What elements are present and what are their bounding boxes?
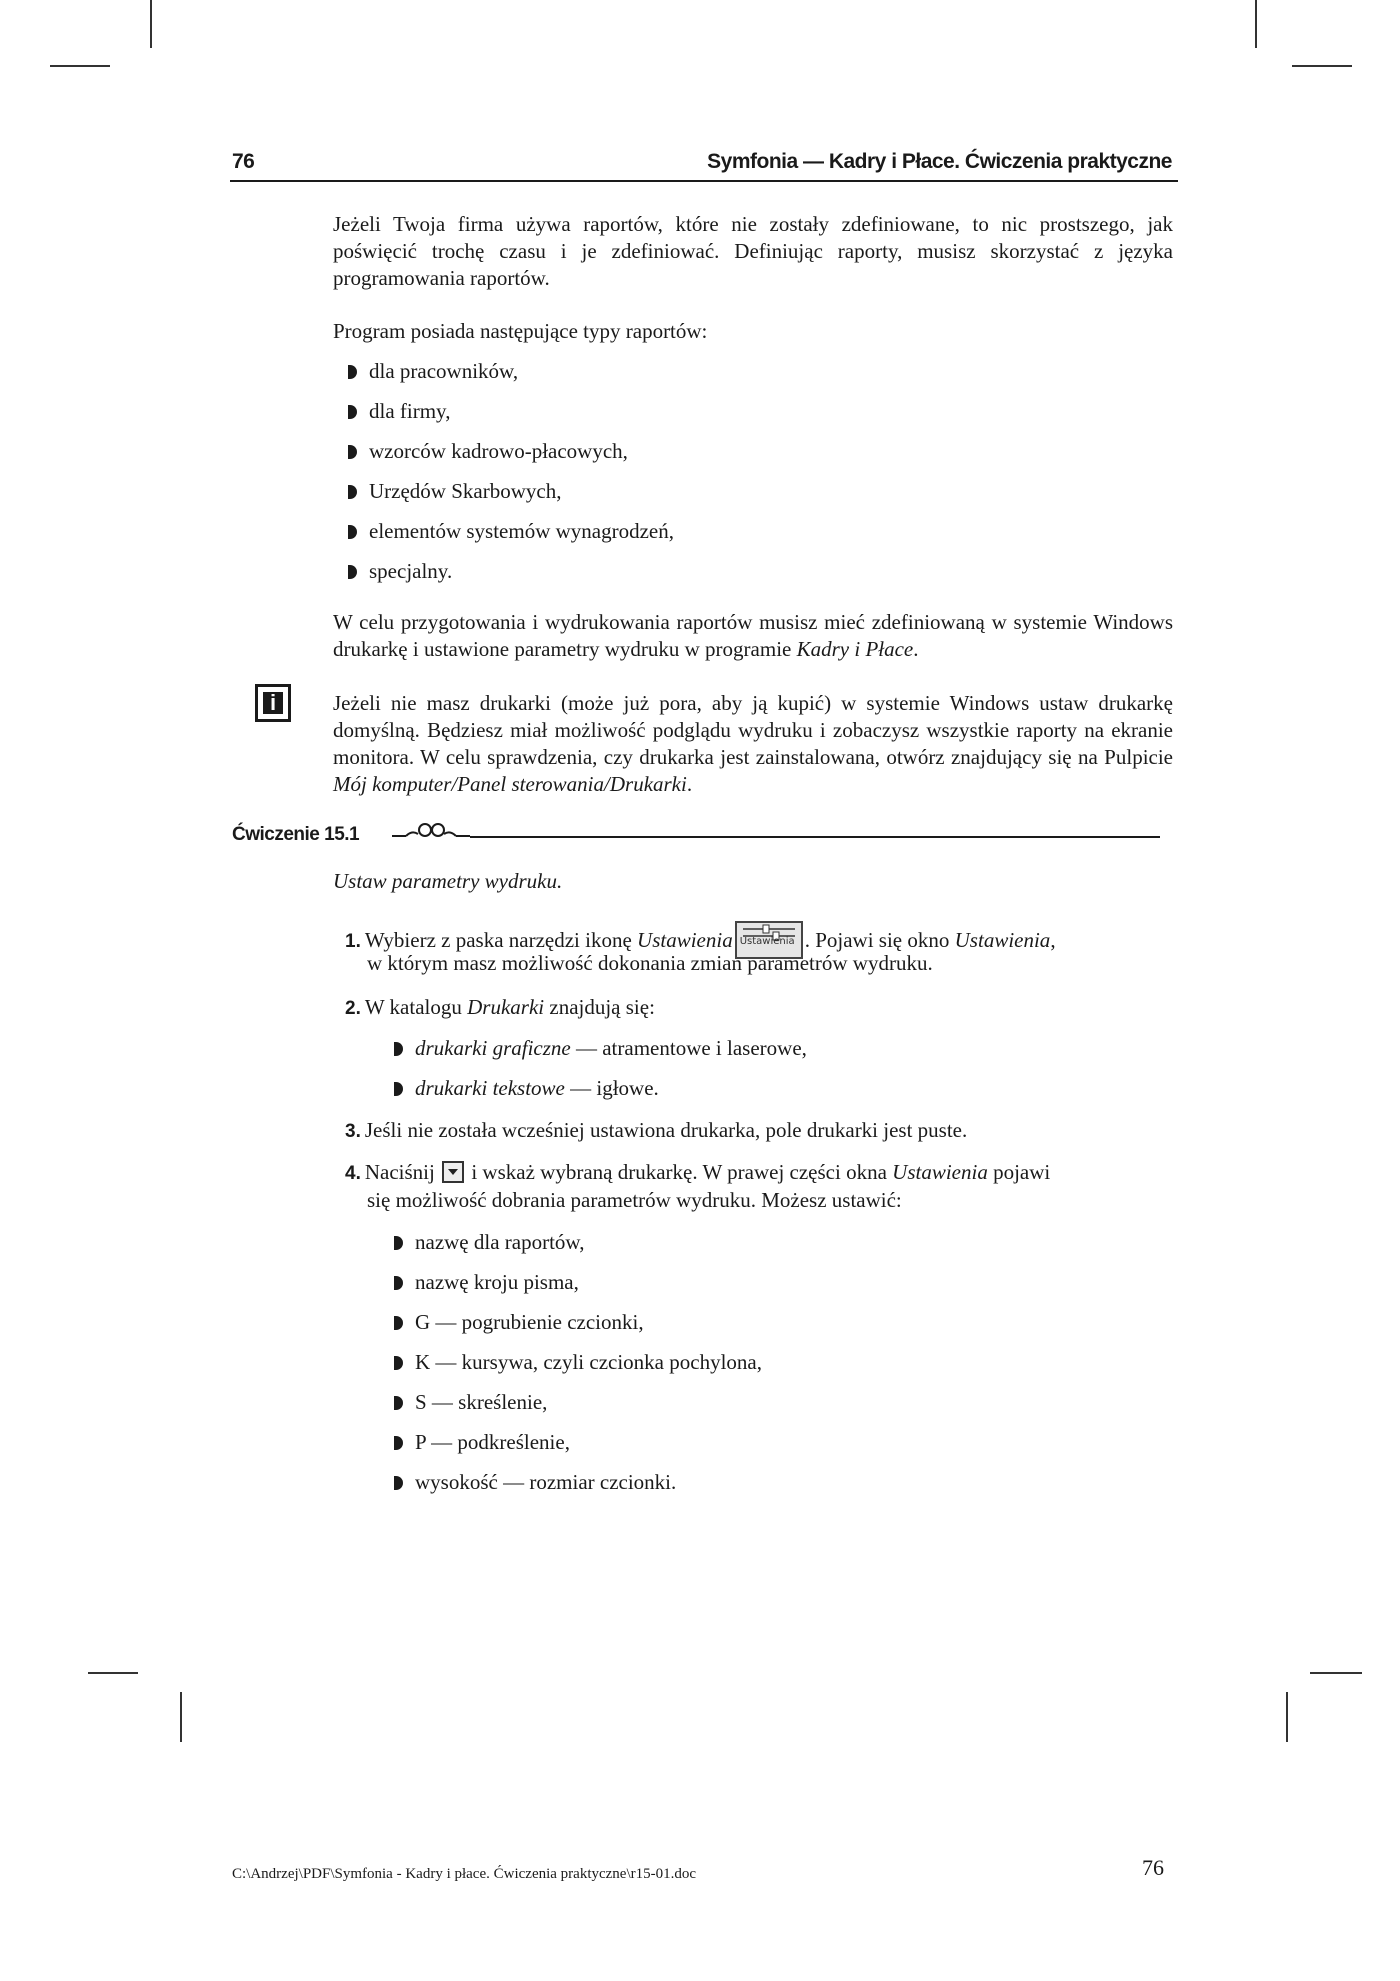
bullet-icon [394, 1276, 403, 1290]
printer-paragraph: W celu przygotowania i wydrukowania raportów musisz mieć zdefiniowaną w systemie Windows drukarkę i ustawione parametry wydruku w programie Kadry i Płace. [333, 610, 1173, 661]
bullet-icon [394, 1236, 403, 1250]
bullet-icon [348, 445, 357, 459]
bullet-icon [348, 485, 357, 499]
intro-paragraph: Jeżeli Twoja firma używa raportów, które nie zostały zdefiniowane, to nic prostszego, jak poświęcić trochę czasu i je zdefiniować. Definiując raporty, musisz skorzystać z języka programowania raportów. [333, 212, 1173, 290]
footer-page-number: 76 [1142, 1855, 1164, 1880]
list-item: wysokość — rozmiar czcionki. [394, 1469, 676, 1496]
list-item: Urzędów Skarbowych, [348, 478, 561, 505]
list-item: nazwę dla raportów, [394, 1229, 584, 1256]
bullet-icon [394, 1476, 403, 1490]
list-item: P — podkreślenie, [394, 1429, 570, 1456]
bullet-icon [348, 365, 357, 379]
bullet-icon [394, 1042, 403, 1056]
step-4-continuation: się możliwość dobrania parametrów wydruku. Możesz ustawić: [367, 1188, 902, 1212]
crop-mark [50, 65, 110, 67]
bullet-icon [394, 1436, 403, 1450]
list-item: wzorców kadrowo-płacowych, [348, 438, 628, 465]
bullet-icon [394, 1356, 403, 1370]
list-item: specjalny. [348, 558, 452, 585]
dropdown-arrow-icon [442, 1161, 464, 1183]
list-item: dla firmy, [348, 398, 450, 425]
list-item: drukarki graficzne — atramentowe i laserowe, [394, 1035, 807, 1062]
bullet-icon [394, 1082, 403, 1096]
step-1-continuation: w którym masz możliwość dokonania zmian parametrów wydruku. [367, 951, 933, 975]
list-item: elementów systemów wynagrodzeń, [348, 518, 674, 545]
list-item: G — pogrubienie czcionki, [394, 1309, 644, 1336]
crop-mark [180, 1692, 182, 1742]
crop-mark [1310, 1672, 1362, 1674]
crop-mark [1292, 65, 1352, 67]
bullet-icon [348, 525, 357, 539]
running-header-title: Symfonia — Kadry i Płace. Ćwiczenia praktyczne [707, 150, 1172, 173]
settings-toolbar-icon: Ustawienia [735, 921, 803, 959]
bullet-icon [348, 405, 357, 419]
bullet-icon [348, 565, 357, 579]
list-item: S — skreślenie, [394, 1389, 547, 1416]
bullet-icon [394, 1316, 403, 1330]
step-2: 2. W katalogu Drukarki znajdują się: [345, 995, 655, 1019]
step-4: 4. Naciśnij i wskaż wybraną drukarkę. W prawej części okna Ustawienia pojawi [345, 1160, 1051, 1184]
ornament-icon [392, 818, 470, 846]
step-3: 3. Jeśli nie została wcześniej ustawiona drukarka, pole drukarki jest puste. [345, 1118, 968, 1142]
list-item: nazwę kroju pisma, [394, 1269, 579, 1296]
bullet-icon [394, 1396, 403, 1410]
exercise-rule [470, 836, 1160, 838]
exercise-label: Ćwiczenie 15.1 [232, 824, 360, 845]
footer-file-path: C:\Andrzej\PDF\Symfonia - Kadry i płace. Ćwiczenia praktyczne\r15-01.doc [232, 1866, 697, 1882]
running-header-page-number: 76 [232, 150, 255, 173]
info-note: Jeżeli nie masz drukarki (może już pora, aby ją kupić) w systemie Windows ustaw drukarkę domyślną. Będziesz miał możliwość podglądu wydruku i zobaczysz wszystkie raporty na ekranie monitora. W celu sprawdzenia, czy drukarka jest zainstalowana, otwórz znajdujący się na Pulpicie Mój komputer/Panel sterowania/Drukarki. [333, 691, 1173, 796]
list-item: K — kursywa, czyli czcionka pochylona, [394, 1349, 762, 1376]
crop-mark [150, 0, 152, 48]
exercise-title: Ustaw parametry wydruku. [333, 869, 563, 893]
info-icon: i [255, 684, 291, 722]
report-types-intro: Program posiada następujące typy raportów: [333, 319, 708, 343]
step-1: 1. Wybierz z paska narzędzi ikonę Ustawienia Ustawienia . Pojawi się okno Ustawienia, [345, 921, 1056, 959]
list-item: dla pracowników, [348, 358, 518, 385]
crop-mark [1255, 0, 1257, 48]
crop-mark [1286, 1692, 1288, 1742]
list-item: drukarki tekstowe — igłowe. [394, 1075, 659, 1102]
header-rule [230, 180, 1178, 182]
crop-mark [88, 1672, 138, 1674]
